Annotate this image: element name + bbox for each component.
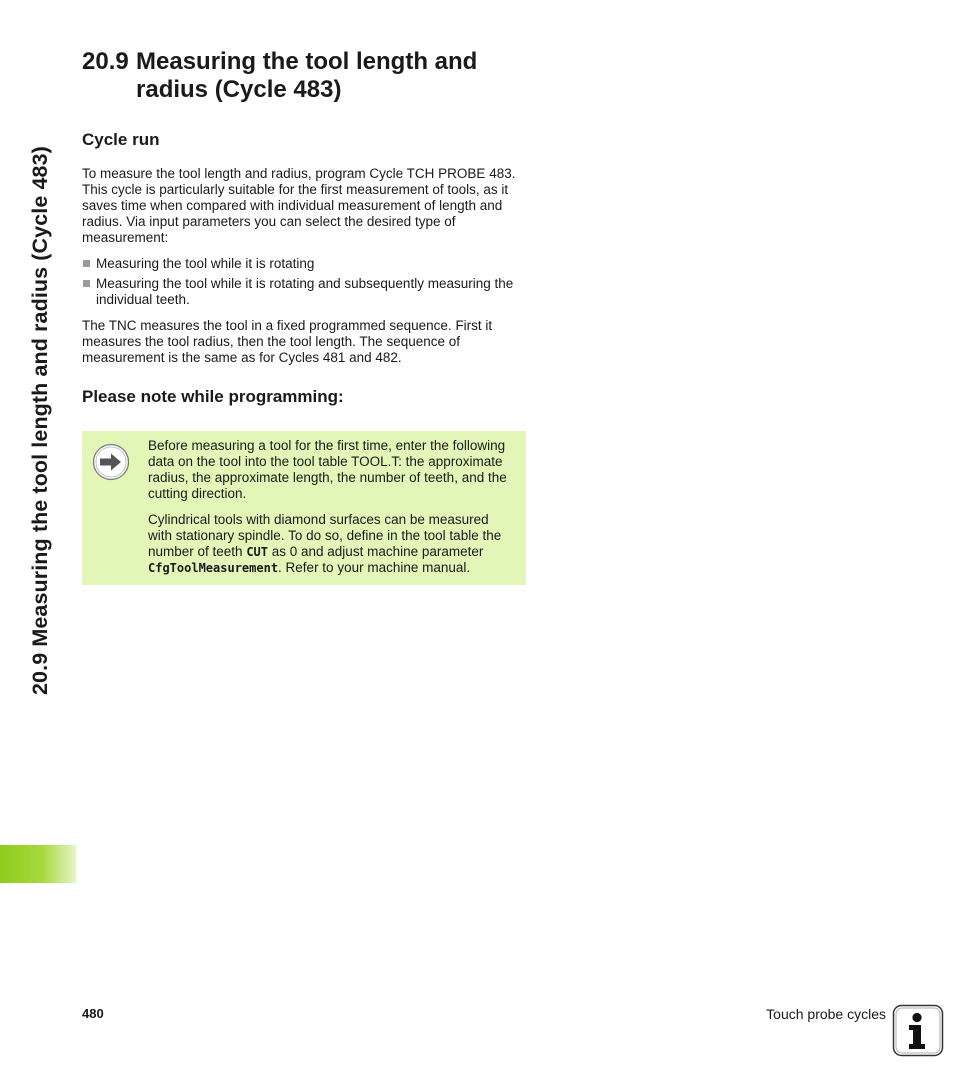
section-number: 20.9 [82, 48, 129, 75]
cut-parameter: CUT [246, 545, 268, 559]
footer-section-title: Touch probe cycles [766, 1006, 886, 1022]
cycle-run-heading: Cycle run [82, 130, 160, 149]
bullet-square-icon [83, 280, 90, 287]
arrow-right-icon [92, 443, 130, 481]
list-item-text: Measuring the tool while it is rotating [96, 256, 315, 271]
cycle-run-sequence: The TNC measures the tool in a fixed programmed sequence. First it measures the tool radius, then the tool length. The sequence of measurement is the same as for Cycles 481 and 482. [82, 318, 493, 365]
note-paragraph-1: Before measuring a tool for the first time, enter the following data on the tool into the tool table TOOL.T: the approximate radius, the approximate length, the number of teeth, and the cutting direction. [148, 438, 507, 501]
cycle-run-intro: To measure the tool length and radius, program Cycle TCH PROBE 483. This cycle is particularly suitable for the first measurement of tools, as it saves time when compared with individual measurement of length and radius. Via input parameters you can select the desired type of measurement: [82, 166, 516, 245]
side-section-title: 20.9 Measuring the tool length and radius (Cycle 483) [28, 146, 52, 695]
note-paragraph-2: Cylindrical tools with diamond surfaces can be measured with stationary spindle. To do so, define in the tool table the number of teeth CUT as 0 and adjust machine parameter CfgToolMeasurement. Refer to your machine manual. [148, 512, 502, 575]
info-icon[interactable] [892, 1004, 944, 1057]
side-tab-marker [0, 845, 76, 883]
list-item [82, 276, 528, 308]
bullet-square-icon [83, 260, 90, 267]
section-title: Measuring the tool length and radius (Cycle 483) [136, 48, 478, 103]
measurement-type-list [82, 256, 528, 308]
main-content [82, 48, 528, 585]
list-item [82, 256, 528, 272]
programming-note-box [82, 431, 526, 585]
section-heading [82, 48, 528, 104]
list-item-text: Measuring the tool while it is rotating and subsequently measuring the individual teeth. [96, 276, 514, 307]
page-number: 480 [82, 1006, 104, 1021]
programming-note-heading: Please note while programming: [82, 387, 344, 406]
machine-parameter: CfgToolMeasurement [148, 561, 279, 575]
